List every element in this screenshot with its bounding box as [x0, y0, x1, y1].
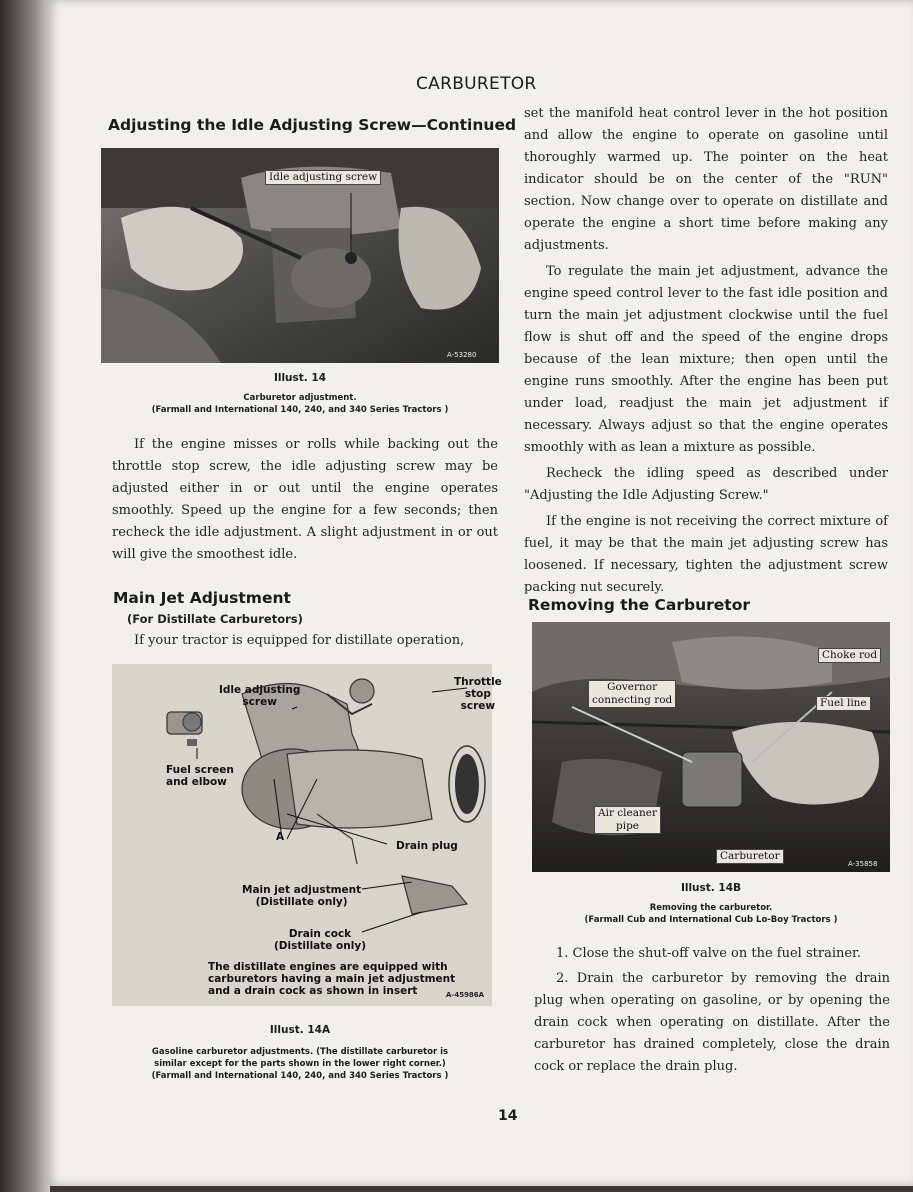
- paragraph-text: To regulate the main jet adjustment, advance the engine speed control lever to the fast idle position and turn the main jet adjustment clockwise until the fuel flow is shut off and the speed of the engine drops because of the lean mixture; then open until the engine runs smoothly. After the engine has been put under load, readjust the main jet adjustment if necessary. Always adjust so that the engine operates smoothly with as lean a mixture as possible.: [524, 264, 888, 455]
- paragraph-text: If the engine misses or rolls while backing out the throttle stop screw, the idle adjusting screw may be adjusted either in or out until the engine operates smoothly. Speed up the engine for a few seconds; then recheck the idle adjustment. A slight adjustment in or out will give the smoothest idle.: [112, 437, 498, 562]
- photo-illust-14: [101, 148, 499, 363]
- paragraph-manifold-heat: [524, 103, 888, 599]
- paragraph-idle-adjustment: [112, 434, 498, 566]
- paragraph-text: set the manifold heat control lever in the hot position and allow the engine to operate on gasoline until thoroughly warmed up. The pointer on the heat indicator should be on the center of the "RUN" section. Now change over to operate on distillate and operate the engine a short time before making any adjustments.: [524, 106, 888, 253]
- diagram-note: [208, 961, 455, 997]
- section-heading-removing-carburetor: Removing the Carburetor: [528, 596, 751, 614]
- book-spine: [0, 0, 50, 1192]
- label-line: screw: [242, 696, 277, 708]
- callout-line: Air cleaner: [598, 807, 658, 819]
- caption-line: (Farmall and International 140, 240, and 340 Series Tractors ): [151, 405, 449, 415]
- section-heading-main-jet: Main Jet Adjustment: [113, 589, 291, 607]
- paragraph-text: If your tractor is equipped for distillate operation,: [134, 633, 465, 648]
- caption-illust-14a: [101, 1024, 499, 1082]
- callout-air-cleaner-pipe: [594, 806, 661, 834]
- illust-label: Illust. 14: [273, 372, 327, 384]
- label-line: Main jet adjustment: [242, 884, 362, 896]
- caption-line: Carburetor adjustment.: [243, 393, 357, 403]
- label-idle-adjusting-screw: [219, 684, 300, 708]
- section-heading-idle-continued: Adjusting the Idle Adjusting Screw—Continued: [108, 116, 517, 134]
- label-line: Idle adjusting: [219, 684, 301, 696]
- diagram-illust-14a: [112, 664, 502, 1006]
- label-main-jet-adjustment: [242, 884, 361, 908]
- callout-line: pipe: [616, 820, 640, 832]
- illust-label: Illust. 14A: [269, 1024, 331, 1036]
- manual-page: [46, 0, 913, 1186]
- label-line: stop: [464, 688, 491, 700]
- label-line: and elbow: [166, 776, 227, 788]
- illust-label: Illust. 14B: [680, 882, 742, 894]
- label-line: (Distillate only): [274, 940, 366, 952]
- callout-idle-adjusting-screw: Idle adjusting screw: [265, 170, 381, 185]
- label-line: Fuel screen: [166, 764, 234, 776]
- label-drain-plug: Drain plug: [396, 840, 458, 852]
- photo-number: A-35858: [848, 860, 878, 868]
- label-line: Throttle: [454, 676, 502, 688]
- caption-line: Removing the carburetor.: [649, 903, 773, 913]
- note-line: carburetors having a main jet adjustment: [208, 973, 456, 985]
- label-drain-cock: [274, 928, 366, 952]
- label-throttle-stop-screw: [454, 676, 502, 712]
- callout-governor-connecting-rod: [588, 680, 676, 708]
- paragraph-distillate-intro: [112, 630, 502, 652]
- callout-line: connecting rod: [592, 694, 673, 706]
- caption-line: (Farmall and International 140, 240, and 340 Series Tractors ): [151, 1071, 449, 1081]
- subheading-distillate: (For Distillate Carburetors): [127, 612, 303, 626]
- running-head: CARBURETOR: [416, 74, 537, 94]
- step-2: 2. Drain the carburetor by removing the drain plug when operating on gasoline, or by opening the drain cock when operating on distillate. After the carburetor has drained completely, close the drain cock or replace the drain plug.: [534, 971, 890, 1074]
- callout-line: Governor: [607, 681, 658, 693]
- photo-number: A-45986A: [446, 991, 485, 999]
- caption-line: similar except for the parts shown in the lower right corner.): [154, 1059, 446, 1069]
- label-a: A: [276, 831, 285, 843]
- step-1: 1. Close the shut-off valve on the fuel strainer.: [556, 946, 861, 961]
- caption-line: (Farmall Cub and International Cub Lo-Boy Tractors ): [584, 915, 838, 925]
- label-line: Drain cock: [288, 928, 352, 940]
- note-line: The distillate engines are equipped with: [208, 961, 448, 973]
- caption-illust-14b: [532, 882, 890, 926]
- paragraph-text: Recheck the idling speed as described under "Adjusting the Idle Adjusting Screw.": [524, 466, 888, 503]
- caption-line: Gasoline carburetor adjustments. (The distillate carburetor is: [151, 1047, 449, 1057]
- callout-carburetor: Carburetor: [716, 849, 784, 864]
- photo-number: A-53280: [447, 351, 477, 359]
- page-number: 14: [498, 1108, 518, 1124]
- callout-fuel-line: Fuel line: [816, 696, 871, 711]
- note-line: and a drain cock as shown in insert: [208, 985, 418, 997]
- label-fuel-screen-elbow: [166, 764, 234, 788]
- caption-illust-14: [101, 372, 499, 416]
- callout-choke-rod: Choke rod: [818, 648, 881, 663]
- label-line: screw: [460, 700, 496, 712]
- label-line: (Distillate only): [255, 896, 348, 908]
- paragraph-text: If the engine is not receiving the correct mixture of fuel, it may be that the main jet adjusting screw has loosened. If necessary, tighten the adjustment screw packing nut securely.: [524, 514, 888, 595]
- carburetor-removal-steps: [534, 943, 890, 1078]
- photo-illust-14b: [532, 622, 890, 872]
